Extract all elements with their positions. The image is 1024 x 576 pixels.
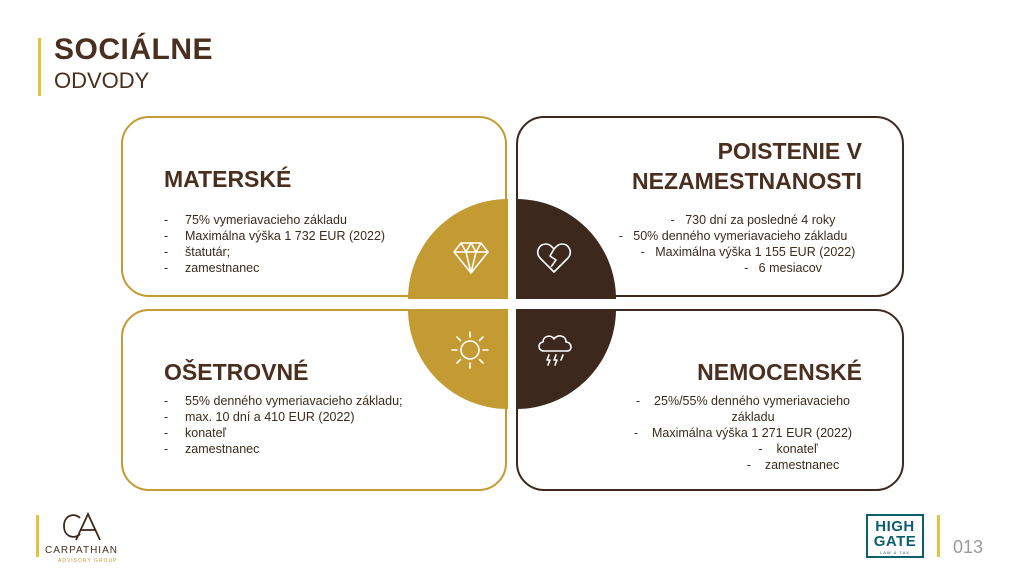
- highgate-logo-sub: LAW & TAX: [880, 550, 910, 555]
- page-title: SOCIÁLNE: [54, 33, 214, 66]
- highgate-logo: [866, 514, 924, 558]
- bullet-list: [164, 212, 385, 276]
- bullet-text: konateľ: [776, 442, 818, 456]
- broken-heart-icon: [536, 242, 572, 279]
- page-subtitle: ODVODY: [54, 68, 150, 93]
- footer-accent-bar-right: [937, 515, 940, 557]
- highgate-logo-line1: HIGH: [875, 518, 915, 535]
- bullet-item-continuation: základu: [731, 410, 775, 424]
- bullet-item: - zamestnanec: [746, 458, 840, 472]
- card-heading: OŠETROVNÉ: [164, 359, 309, 385]
- bullet-item: - 25%/55% denného vymeriavacieho: [635, 394, 851, 408]
- bullet-item: - konateľ: [758, 442, 818, 456]
- footer-accent-bar-left: [36, 515, 39, 557]
- bullet-list: [598, 212, 868, 276]
- bullet-item: - Maximálna výška 1 271 EUR (2022): [633, 426, 853, 440]
- bullet-item: - max. 10 dní a 410 EUR (2022): [164, 409, 403, 425]
- storm-cloud-icon: [535, 331, 575, 372]
- bullet-list: [164, 393, 403, 457]
- bullet-item: - konateľ: [164, 425, 403, 441]
- page-number: 013: [953, 537, 984, 557]
- bullet-item: - 6 mesiacov: [598, 260, 868, 276]
- title-accent-bar: [38, 38, 41, 96]
- sun-icon: [450, 330, 490, 375]
- card-heading: NEMOCENSKÉ: [697, 359, 862, 385]
- bullet-list: [613, 393, 873, 473]
- card-heading-line: NEZAMESTNANOSTI: [632, 168, 862, 194]
- bullet-item: - 55% denného vymeriavacieho základu;: [164, 393, 403, 409]
- bullet-text: zamestnanec: [764, 458, 840, 472]
- card-heading-line: POISTENIE V: [717, 138, 862, 164]
- bullet-item: - Maximálna výška 1 732 EUR (2022): [164, 228, 385, 244]
- bullet-item: - 50% denného vymeriavacieho základu: [598, 228, 868, 244]
- carpathian-logo-icon: [60, 512, 104, 547]
- carpathian-logo-name: CARPATHIAN: [45, 545, 118, 556]
- card-heading: MATERSKÉ: [164, 166, 292, 192]
- bullet-item: - štatutár;: [164, 244, 385, 260]
- highgate-logo-line2: GATE: [873, 533, 917, 550]
- bullet-text: Maximálna výška 1 271 EUR (2022): [651, 426, 853, 440]
- bullet-item: - zamestnanec: [164, 441, 403, 457]
- bullet-item: - Maximálna výška 1 155 EUR (2022): [598, 244, 868, 260]
- card-heading: [632, 136, 862, 196]
- bullet-item: - 730 dní za posledné 4 roky: [598, 212, 868, 228]
- bullet-item: - zamestnanec: [164, 260, 385, 276]
- carpathian-logo-sub: ADVISORY GROUP: [58, 558, 118, 564]
- diamond-icon: [452, 241, 490, 280]
- bullet-text: 25%/55% denného vymeriavacieho: [654, 394, 851, 408]
- bullet-item: - 75% vymeriavacieho základu: [164, 212, 385, 228]
- center-circle: [408, 199, 616, 409]
